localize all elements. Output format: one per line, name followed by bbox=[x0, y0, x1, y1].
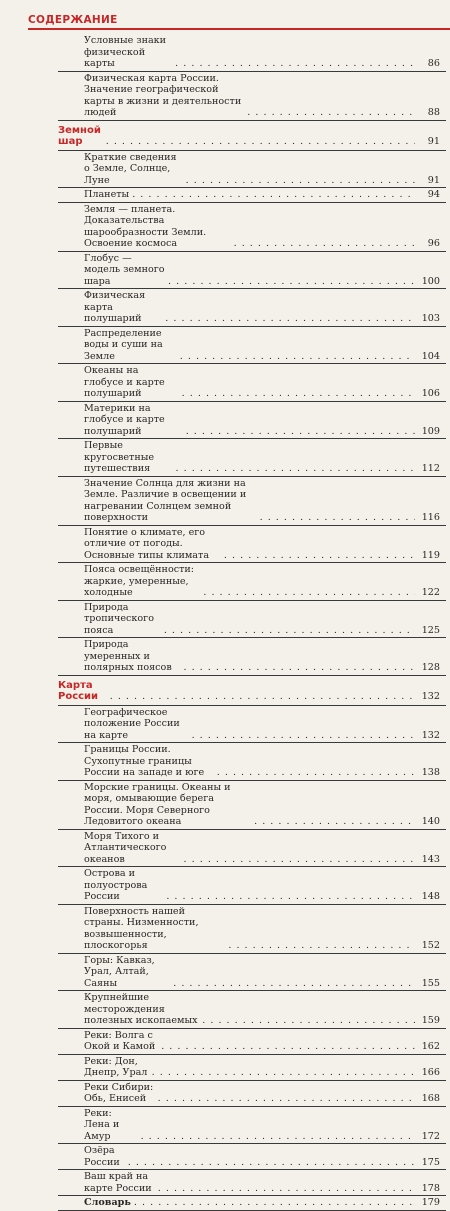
dot-leader bbox=[141, 1131, 415, 1143]
toc-entry-title: Реки Сибири: Обь, Енисей bbox=[84, 1081, 154, 1104]
toc-entry[interactable] bbox=[58, 188, 446, 203]
toc-page-number: 128 bbox=[421, 662, 440, 673]
toc-entry-title: Реки: Волга с Окой и Камой bbox=[84, 1029, 156, 1052]
toc-page-number: 155 bbox=[421, 977, 440, 989]
table-of-contents bbox=[58, 34, 446, 1211]
toc-page-number: 104 bbox=[421, 350, 440, 362]
toc-entry[interactable] bbox=[58, 991, 446, 1029]
toc-entry-title: Карта России bbox=[58, 679, 99, 702]
toc-entry[interactable] bbox=[58, 72, 446, 121]
toc-entry-title: Границы России. Сухопутные границы России на западе и юге bbox=[84, 744, 205, 778]
toc-entry[interactable] bbox=[58, 327, 446, 365]
dot-leader bbox=[186, 426, 415, 438]
toc-entry-title: Реки: Дон, Днепр, Урал bbox=[84, 1055, 148, 1078]
toc-page-number: 125 bbox=[421, 624, 440, 636]
dot-leader bbox=[168, 276, 415, 288]
dot-leader bbox=[158, 1093, 415, 1105]
dot-leader bbox=[260, 512, 415, 524]
toc-entry[interactable] bbox=[58, 252, 446, 290]
dot-leader bbox=[152, 1067, 415, 1079]
toc-entry[interactable] bbox=[58, 364, 446, 402]
toc-entry[interactable] bbox=[58, 1081, 446, 1107]
toc-entry-title: Пояса освещённости: жаркие, умеренные, холодные bbox=[84, 564, 195, 598]
toc-entry[interactable] bbox=[58, 203, 446, 252]
page-header-title: СОДЕРЖАНИЕ bbox=[28, 14, 118, 26]
toc-page-number: 109 bbox=[421, 425, 440, 437]
toc-entry[interactable] bbox=[58, 34, 446, 72]
toc-entry-title: Океаны на глобусе и карте полушарий bbox=[84, 365, 165, 399]
toc-entry[interactable] bbox=[58, 781, 446, 830]
dot-leader bbox=[173, 978, 415, 990]
toc-entry[interactable] bbox=[58, 706, 446, 744]
toc-page-number: 179 bbox=[421, 1197, 440, 1208]
toc-page-number: 162 bbox=[421, 1041, 440, 1052]
toc-entry-title: Первые кругосветные путешествия bbox=[84, 440, 155, 474]
toc-entry-title: Земной шар bbox=[58, 124, 101, 147]
toc-page-number: 91 bbox=[427, 136, 440, 147]
dot-leader bbox=[247, 107, 415, 119]
toc-entry[interactable] bbox=[58, 1107, 446, 1145]
toc-entry[interactable] bbox=[58, 954, 446, 992]
dot-leader bbox=[254, 816, 415, 828]
toc-entry-title: Земля — планета. Доказательства шарообразности Земли. Освоение космоса bbox=[84, 203, 207, 249]
toc-entry[interactable] bbox=[58, 439, 446, 477]
dot-leader bbox=[134, 1197, 415, 1209]
toc-page-number: 140 bbox=[421, 816, 440, 827]
toc-page-number: 91 bbox=[427, 174, 440, 186]
dot-leader bbox=[132, 189, 415, 201]
dot-leader bbox=[106, 136, 415, 148]
toc-entry-title: Словарь bbox=[84, 1197, 131, 1208]
toc-entry[interactable] bbox=[58, 1170, 446, 1196]
dot-leader bbox=[176, 463, 415, 475]
toc-page-number: 106 bbox=[421, 388, 440, 399]
toc-entry-title: Физическая карта России. Значение географической карты в жизни и деятельности людей bbox=[84, 72, 242, 118]
toc-page-number: 94 bbox=[427, 189, 440, 200]
toc-page-number: 132 bbox=[421, 729, 440, 741]
dot-leader bbox=[164, 625, 415, 637]
toc-page-number: 178 bbox=[421, 1182, 440, 1194]
toc-entry[interactable] bbox=[58, 402, 446, 440]
dot-leader bbox=[228, 940, 415, 952]
toc-entry-title: Горы: Кавказ, Урал, Алтай, Саяны bbox=[84, 954, 155, 989]
toc-entry[interactable] bbox=[58, 867, 446, 905]
toc-entry-title: Материки на глобусе и карте полушарий bbox=[84, 402, 165, 437]
toc-entry[interactable] bbox=[58, 638, 446, 676]
toc-page-number: 96 bbox=[427, 238, 440, 249]
toc-entry[interactable] bbox=[58, 477, 446, 526]
toc-entry-title: Природа тропического пояса bbox=[84, 601, 154, 636]
header-rule bbox=[28, 28, 450, 30]
dot-leader bbox=[110, 691, 415, 703]
dot-leader bbox=[180, 351, 415, 363]
dot-leader bbox=[128, 1157, 415, 1169]
dot-leader bbox=[166, 891, 415, 903]
toc-entry-title: Морские границы. Океаны и моря, омывающие берега России. Моря Северного Ледовитого океана bbox=[84, 781, 231, 827]
toc-page-number: 86 bbox=[427, 58, 440, 69]
toc-page-number: 132 bbox=[421, 691, 440, 702]
toc-entry-title: Природа умеренных и полярных поясов bbox=[84, 639, 172, 673]
toc-section-heading[interactable] bbox=[58, 676, 446, 706]
toc-entry-title: Распределение воды и суши на Земле bbox=[84, 327, 163, 362]
toc-entry-title: Глобус — модель земного шара bbox=[84, 252, 165, 287]
toc-entry-title: Планеты bbox=[84, 189, 130, 200]
toc-entry-title: Острова и полуострова России bbox=[84, 868, 148, 902]
toc-entry[interactable] bbox=[58, 563, 446, 601]
dot-leader bbox=[202, 1015, 415, 1027]
toc-page-number: 138 bbox=[421, 767, 440, 778]
toc-entry[interactable] bbox=[58, 151, 446, 189]
toc-entry-title: Значение Солнца для жизни на Земле. Различие в освещении и нагревании Солнцем земной поверхности bbox=[84, 477, 247, 523]
toc-entry[interactable] bbox=[58, 830, 446, 868]
toc-entry[interactable] bbox=[58, 743, 446, 781]
toc-page-number: 152 bbox=[421, 940, 440, 951]
toc-entry[interactable] bbox=[58, 1055, 446, 1081]
toc-page-number: 166 bbox=[421, 1067, 440, 1078]
dot-leader bbox=[165, 313, 415, 325]
toc-entry-title: Краткие сведения о Земле, Солнце, Луне bbox=[84, 151, 177, 186]
toc-entry-title: Озёра России bbox=[84, 1145, 120, 1168]
toc-entry[interactable] bbox=[58, 526, 446, 564]
toc-entry[interactable] bbox=[58, 601, 446, 639]
toc-page-number: 148 bbox=[421, 891, 440, 902]
toc-entry-title: Ваш край на карте России bbox=[84, 1171, 152, 1194]
toc-page-number: 112 bbox=[421, 463, 440, 474]
dot-leader bbox=[192, 730, 415, 742]
toc-entry-title: Поверхность нашей страны. Низменности, возвышенности, плоскогорья bbox=[84, 905, 199, 951]
toc-entry[interactable] bbox=[58, 1144, 446, 1170]
dot-leader bbox=[183, 662, 415, 674]
toc-section-heading[interactable] bbox=[58, 121, 446, 151]
dot-leader bbox=[175, 58, 415, 70]
dot-leader bbox=[161, 1041, 415, 1053]
toc-page-number: 119 bbox=[421, 549, 440, 561]
toc-entry[interactable] bbox=[58, 1029, 446, 1055]
toc-entry[interactable] bbox=[58, 289, 446, 327]
toc-page-number: 116 bbox=[421, 512, 440, 523]
toc-entry-title: Понятие о климате, его отличие от погоды. Основные типы климата bbox=[84, 526, 210, 561]
toc-page-number: 172 bbox=[421, 1130, 440, 1142]
toc-entry[interactable] bbox=[58, 905, 446, 954]
dot-leader bbox=[182, 388, 415, 400]
toc-entry[interactable] bbox=[58, 1196, 446, 1211]
dot-leader bbox=[234, 238, 415, 250]
toc-page-number: 88 bbox=[427, 107, 440, 118]
dot-leader bbox=[184, 854, 415, 866]
toc-page-number: 100 bbox=[421, 275, 440, 287]
toc-page-number: 168 bbox=[421, 1093, 440, 1104]
toc-entry-title: Географическое положение России на карте bbox=[84, 706, 180, 741]
toc-page-number: 143 bbox=[421, 853, 440, 865]
toc-entry-title: Крупнейшие месторождения полезных ископаемых bbox=[84, 992, 198, 1026]
dot-leader bbox=[203, 587, 415, 599]
toc-page-number: 103 bbox=[421, 313, 440, 324]
toc-entry-title: Реки: Лена и Амур bbox=[84, 1107, 120, 1142]
toc-page-number: 159 bbox=[421, 1015, 440, 1026]
toc-page-number: 122 bbox=[421, 587, 440, 598]
dot-leader bbox=[224, 550, 415, 562]
toc-entry-title: Условные знаки физической карты bbox=[84, 35, 167, 69]
toc-entry-title: Физическая карта полушарий bbox=[84, 290, 146, 324]
dot-leader bbox=[186, 175, 415, 187]
dot-leader bbox=[217, 767, 415, 779]
toc-entry-title: Моря Тихого и Атлантического океанов bbox=[84, 830, 167, 865]
toc-page-number: 175 bbox=[421, 1156, 440, 1168]
dot-leader bbox=[158, 1183, 415, 1195]
